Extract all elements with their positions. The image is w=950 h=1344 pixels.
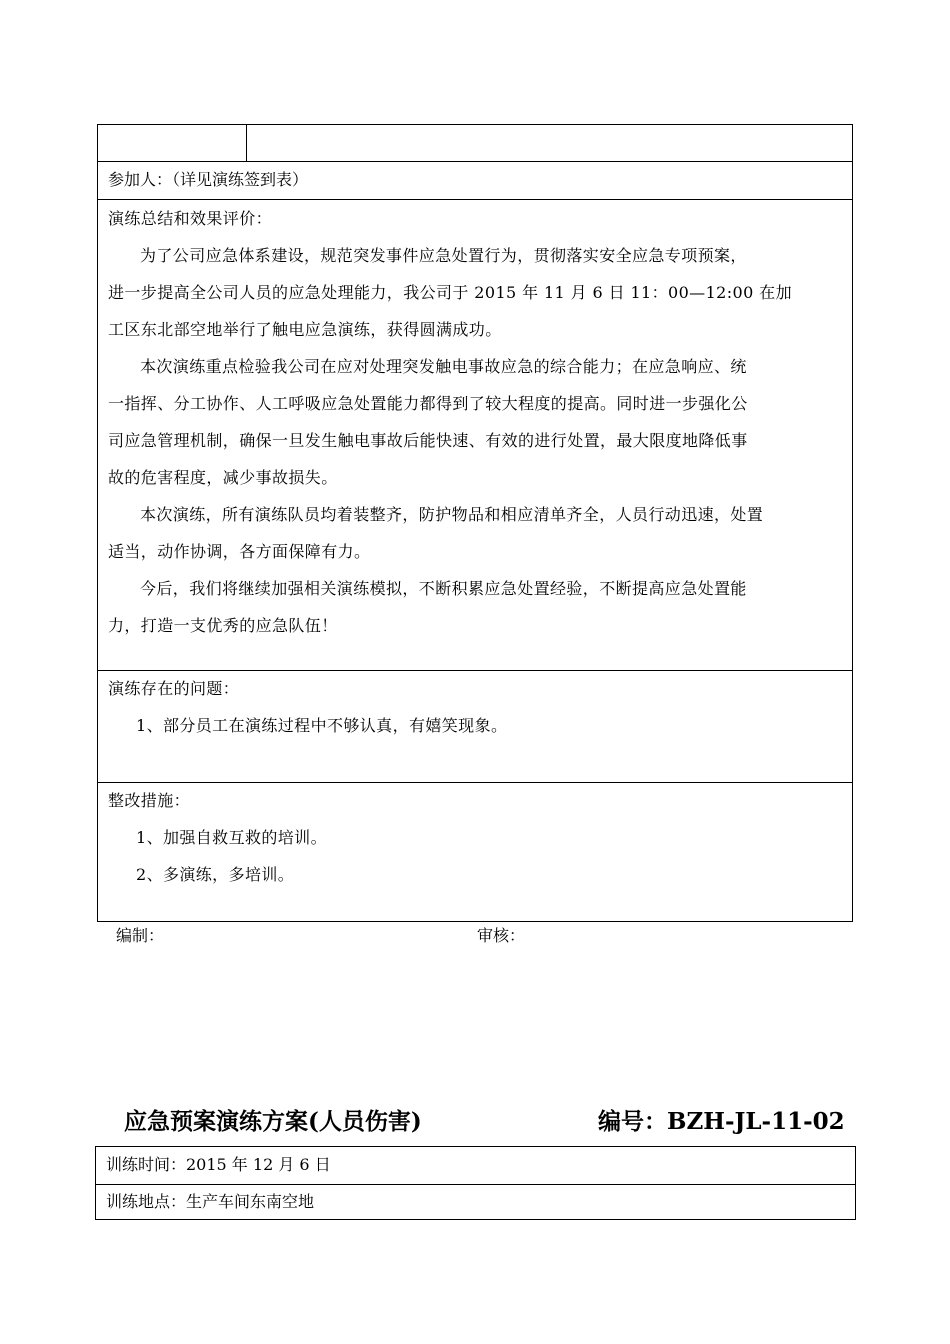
row-divider [98, 161, 852, 162]
reviewed-by-label: 审核： [477, 926, 526, 945]
measures-section [108, 782, 844, 893]
summary-line: 进一步提高全公司人员的应急处理能力，我公司于 2015 年 11 月 6 日 11：00—12:00 在加 [108, 283, 792, 302]
measures-heading: 整改措施： [108, 791, 191, 810]
summary-line: 为了公司应急体系建设，规范突发事件应急处置行为，贯彻落实安全应急专项预案， [140, 246, 747, 265]
measure-item: 2、多演练，多培训。 [136, 865, 295, 884]
plan-title: 应急预案演练方案(人员伤害) [124, 1108, 422, 1135]
summary-line: 本次演练，所有演练队员均着装整齐，防护物品和相应清单齐全，人员行动迅速，处置 [140, 505, 764, 524]
plan-table [95, 1146, 856, 1220]
summary-line: 本次演练重点检验我公司在应对处理突发触电事故应急的综合能力；在应急响应、统 [140, 357, 747, 376]
problem-item: 1、部分员工在演练过程中不够认真，有嬉笑现象。 [136, 716, 508, 735]
summary-line: 今后，我们将继续加强相关演练模拟，不断积累应急处置经验，不断提高应急处置能 [140, 579, 747, 598]
summary-line: 工区东北部空地举行了触电应急演练，获得圆满成功。 [108, 320, 502, 339]
compiled-by-label: 编制： [116, 926, 165, 945]
training-time: 训练时间：2015 年 12 月 6 日 [106, 1155, 331, 1174]
summary-section [108, 200, 844, 644]
training-location: 训练地点：生产车间东南空地 [106, 1192, 315, 1211]
problems-section [108, 670, 844, 744]
summary-heading: 演练总结和效果评价： [108, 209, 273, 228]
plan-code: 编号：BZH-JL-11-02 [598, 1108, 845, 1135]
problems-heading: 演练存在的问题： [108, 679, 240, 698]
participants-text: 参加人：（详见演练签到表） [108, 170, 309, 189]
drill-record-table [97, 124, 853, 922]
measure-item: 1、加强自救互救的培训。 [136, 828, 327, 847]
summary-line: 一指挥、分工协作、人工呼吸应急处置能力都得到了较大程度的提高。同时进一步强化公 [108, 394, 748, 413]
summary-line: 司应急管理机制，确保一旦发生触电事故后能快速、有效的进行处置，最大限度地降低事 [108, 431, 748, 450]
summary-line: 适当，动作协调，各方面保障有力。 [108, 542, 371, 561]
table-divider [246, 125, 247, 161]
summary-line: 故的危害程度，减少事故损失。 [108, 468, 338, 487]
summary-line: 力，打造一支优秀的应急队伍！ [108, 616, 338, 635]
